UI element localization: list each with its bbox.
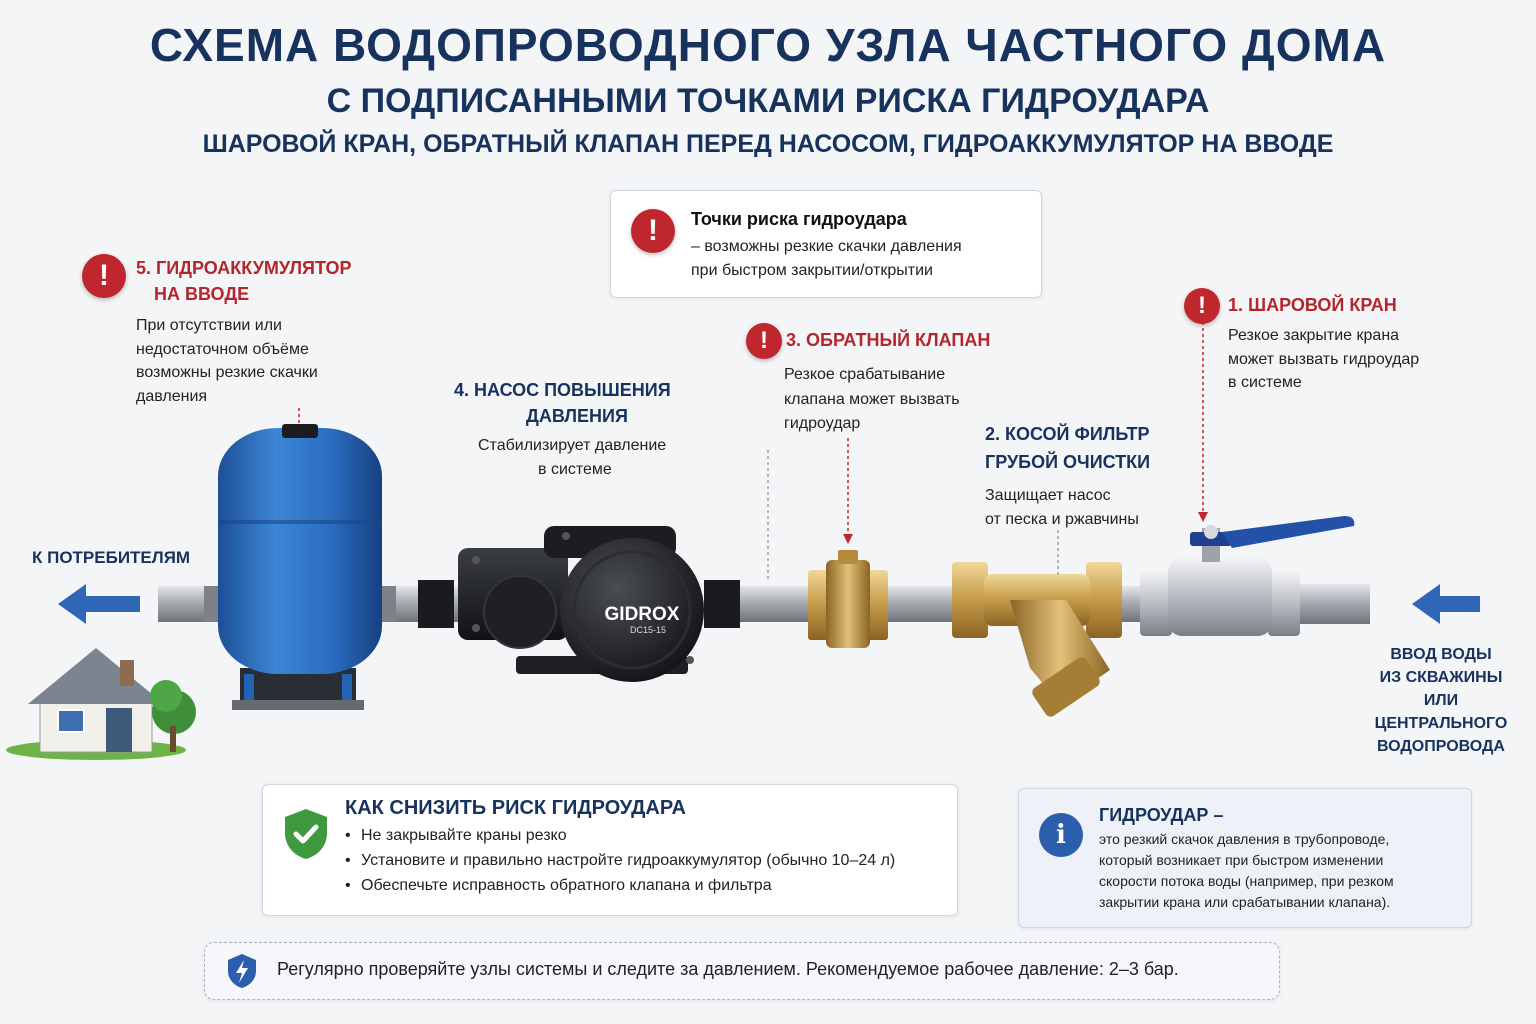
risk-icon-check-valve: ! — [746, 323, 782, 359]
leader-arrowheads — [843, 512, 1208, 544]
p1-title: 1. ШАРОВОЙ КРАН — [1228, 295, 1397, 315]
page-title: СХЕМА ВОДОПРОВОДНОГО УЗЛА ЧАСТНОГО ДОМА — [149, 19, 1387, 71]
p5-title-1: 5. ГИДРОАККУМУЛЯТОР — [136, 258, 352, 278]
consumers-label: К ПОТРЕБИТЕЛЯМ — [32, 548, 191, 567]
lightning-shield-icon — [227, 953, 257, 989]
inlet-line-3: ИЛИ ЦЕНТРАЛЬНОГО — [1374, 692, 1508, 732]
shield-check-icon — [283, 807, 329, 861]
legend-text-2: при быстром закрытии/открытии — [691, 262, 933, 279]
legend-title: Точки риска гидроудара — [691, 209, 907, 229]
p5-desc-1: При отсутствии или — [136, 317, 282, 334]
p5-desc-4: давления — [136, 388, 208, 405]
y-strainer — [952, 562, 1122, 719]
info-text — [1099, 829, 1394, 913]
p3-desc-2: клапана может вызвать — [784, 391, 960, 408]
exclamation-icon: ! — [631, 209, 675, 253]
pump-model: DC15-15 — [629, 625, 667, 635]
inflow-arrow-icon — [1412, 584, 1480, 624]
tips-title: КАК СНИЗИТЬ РИСК ГИДРОУДАРА — [345, 797, 686, 819]
inlet-line-2: ИЗ СКВАЖИНЫ — [1379, 669, 1503, 686]
risk-icon-ball-valve: ! — [1184, 288, 1220, 324]
footer-text: Регулярно проверяйте узлы системы и следите за давлением. Рекомендуемое рабочее давление: 2–3 бар. — [277, 959, 1179, 979]
p4-desc-1: Стабилизирует давление — [478, 437, 667, 454]
page-subtitle: С ПОДПИСАННЫМИ ТОЧКАМИ РИСКА ГИДРОУДАРА — [326, 82, 1210, 120]
footer-note — [204, 942, 1280, 1000]
legend-text-1: – возможны резкие скачки давления — [691, 238, 962, 255]
pressure-tank — [204, 424, 396, 710]
p2-title-2: ГРУБОЙ ОЧИСТКИ — [985, 452, 1151, 472]
p4-title-1: 4. НАСОС ПОВЫШЕНИЯ — [454, 380, 671, 400]
tip-item: • Установите и правильно настройте гидроаккумулятор (обычно 10–24 л) — [345, 848, 895, 873]
outflow-arrow-icon — [58, 584, 140, 624]
inlet-line-4: ВОДОПРОВОДА — [1377, 738, 1505, 755]
info-title: ГИДРОУДАР – — [1099, 805, 1224, 825]
leader-lines — [299, 322, 1203, 582]
tips-card — [262, 784, 958, 916]
p5-title-2: НА ВВОДЕ — [154, 284, 250, 304]
p1-desc-2: может вызвать гидроудар — [1228, 351, 1420, 368]
p1-desc-1: Резкое закрытие крана — [1228, 327, 1400, 344]
pump-brand: GIDROX — [604, 604, 680, 625]
p1-desc-3: в системе — [1228, 374, 1302, 391]
p2-desc-1: Защищает насос — [985, 487, 1111, 504]
p3-desc-3: гидроудар — [784, 415, 861, 432]
p5-desc-2: недостаточном объёме — [136, 341, 309, 358]
info-line-2: который возникает при быстром изменении — [1099, 852, 1384, 868]
tip-item: • Обеспечьте исправность обратного клапана и фильтра — [345, 873, 895, 898]
booster-pump — [418, 526, 740, 682]
tip-item: • Не закрывайте краны резко — [345, 823, 895, 848]
house-icon — [6, 648, 196, 760]
inlet-line-1: ВВОД ВОДЫ — [1390, 646, 1492, 663]
p5-desc-3: возможны резкие скачки — [136, 364, 318, 381]
check-valve — [808, 550, 888, 648]
risk-icon-accumulator: ! — [82, 254, 126, 298]
info-card — [1018, 788, 1472, 928]
p4-title-2: ДАВЛЕНИЯ — [526, 406, 628, 426]
p2-title-1: 2. КОСОЙ ФИЛЬТР — [985, 424, 1150, 444]
p3-desc-1: Резкое срабатывание — [784, 366, 946, 383]
p3-title: 3. ОБРАТНЫЙ КЛАПАН — [786, 330, 991, 350]
p4-desc-2: в системе — [538, 461, 612, 478]
info-line-1: это резкий скачок давления в трубопроводе, — [1099, 831, 1390, 847]
info-line-3: скорости потока воды (например, при резком — [1099, 873, 1394, 889]
info-icon: i — [1039, 813, 1083, 857]
info-line-4: закрытии крана или срабатывании клапана). — [1099, 894, 1391, 910]
page-subtitle-2: ШАРОВОЙ КРАН, ОБРАТНЫЙ КЛАПАН ПЕРЕД НАСОСОМ, ГИДРОАККУМУЛЯТОР НА ВВОДЕ — [202, 130, 1334, 158]
tips-list — [345, 823, 895, 898]
p2-desc-2: от песка и ржавчины — [985, 511, 1139, 528]
